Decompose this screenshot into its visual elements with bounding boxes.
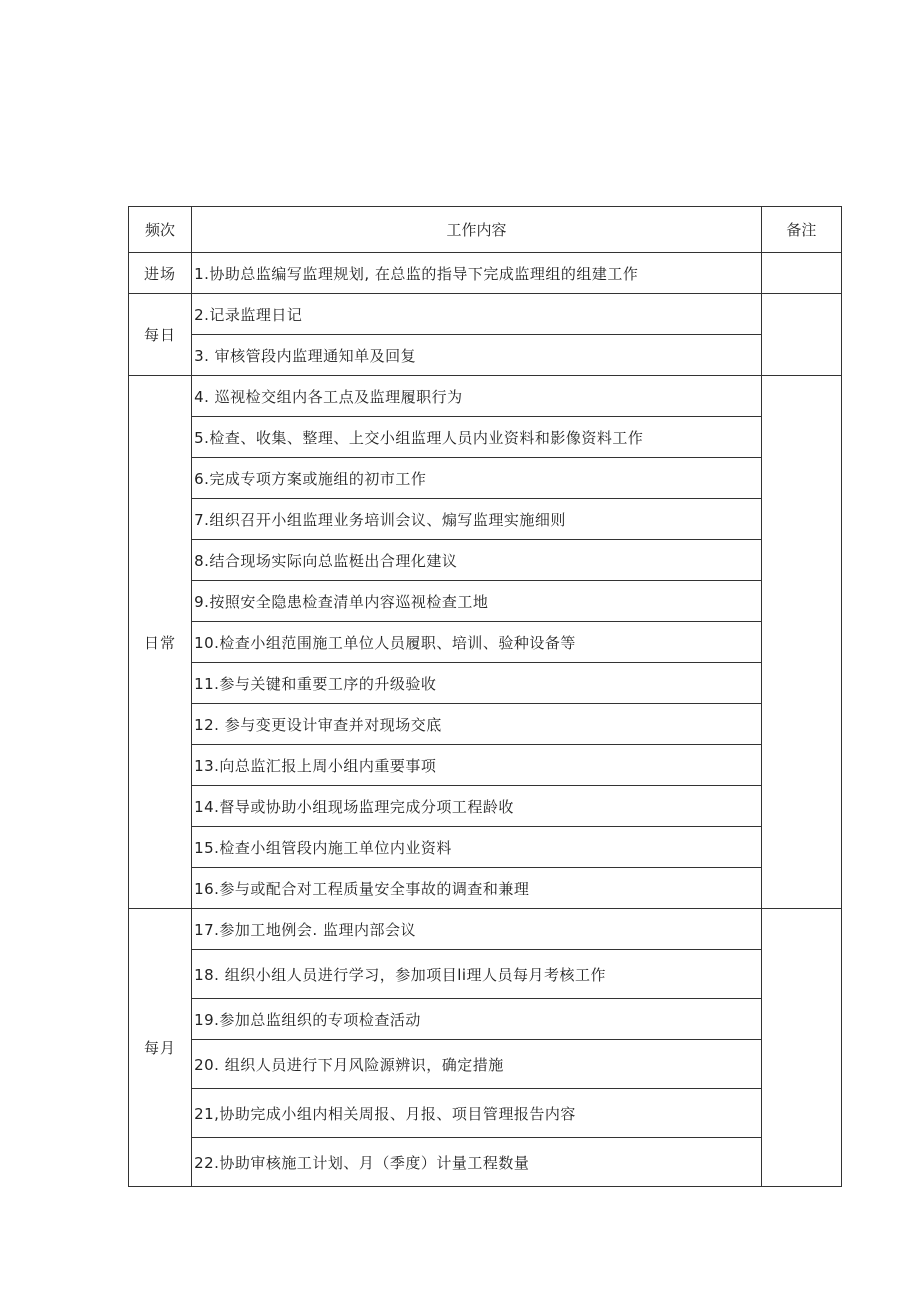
table-row <box>129 1089 842 1138</box>
task-cell: 19.参加总监组织的专项检查活动 <box>192 999 762 1040</box>
task-cell: 18. 组织小组人员进行学习，参加项目li理人员每月考核工作 <box>192 950 762 999</box>
table-row <box>129 868 842 909</box>
header-frequency: 频次 <box>129 207 192 253</box>
duty-table <box>128 206 842 1187</box>
frequency-cell: 每日 <box>129 294 192 376</box>
task-cell: 2.记录监理日记 <box>192 294 762 335</box>
note-cell <box>761 909 841 1187</box>
header-row <box>129 207 842 253</box>
header-content: 工作内容 <box>192 207 762 253</box>
task-cell: 3. 审核管段内监理通知单及回复 <box>192 335 762 376</box>
task-cell: 10.检查小组范围施工单位人员履职、培训、验种设备等 <box>192 622 762 663</box>
task-cell: 4. 巡视检交组内各工点及监理履职行为 <box>192 376 762 417</box>
table-row <box>129 417 842 458</box>
table-row <box>129 827 842 868</box>
task-cell: 20. 组织人员进行下月风险源辨识，确定措施 <box>192 1040 762 1089</box>
header-note: 备注 <box>761 207 841 253</box>
table-row <box>129 458 842 499</box>
table-row <box>129 294 842 335</box>
table-row <box>129 581 842 622</box>
note-cell <box>761 253 841 294</box>
task-cell: 1.协助总监编写监理规划, 在总监的指导下完成监理组的组建工作 <box>192 253 762 294</box>
table-row <box>129 909 842 950</box>
note-cell <box>761 376 841 909</box>
task-cell: 14.督导或协助小组现场监理完成分项工程龄收 <box>192 786 762 827</box>
task-cell: 13.向总监汇报上周小组内重要事项 <box>192 745 762 786</box>
table-row <box>129 704 842 745</box>
task-cell: 6.完成专项方案或施组的初市工作 <box>192 458 762 499</box>
note-cell <box>761 294 841 376</box>
task-cell: 21,协助完成小组内相关周报、月报、项目管理报告内容 <box>192 1089 762 1138</box>
table-row <box>129 253 842 294</box>
task-cell: 16.参与或配合对工程质量安全事故的调查和兼理 <box>192 868 762 909</box>
task-cell: 17.参加工地例会. 监理内部会议 <box>192 909 762 950</box>
frequency-cell: 进场 <box>129 253 192 294</box>
task-cell: 11.参与关键和重要工序的升级验收 <box>192 663 762 704</box>
table-row <box>129 950 842 999</box>
table-row <box>129 745 842 786</box>
table-row <box>129 540 842 581</box>
task-cell: 8.结合现场实际向总监梃出合理化建议 <box>192 540 762 581</box>
table-row <box>129 1040 842 1089</box>
table-row <box>129 622 842 663</box>
table-row <box>129 999 842 1040</box>
table-row <box>129 499 842 540</box>
frequency-cell: 每月 <box>129 909 192 1187</box>
task-cell: 5.检查、收集、整理、上交小组监理人员内业资料和影像资料工作 <box>192 417 762 458</box>
table-row <box>129 335 842 376</box>
table-row <box>129 786 842 827</box>
table-row <box>129 663 842 704</box>
task-cell: 9.按照安全隐患检查清单内容巡视检查工地 <box>192 581 762 622</box>
task-cell: 12. 参与变更设计审查并对现场交底 <box>192 704 762 745</box>
task-cell: 7.组织召开小组监理业务培训会议、煽写监理实施细则 <box>192 499 762 540</box>
frequency-cell: 日常 <box>129 376 192 909</box>
task-cell: 15.检查小组管段内施工单位内业资料 <box>192 827 762 868</box>
table-row <box>129 376 842 417</box>
table-row <box>129 1138 842 1187</box>
task-cell: 22.协助审核施工计划、月（季度）计量工程数量 <box>192 1138 762 1187</box>
